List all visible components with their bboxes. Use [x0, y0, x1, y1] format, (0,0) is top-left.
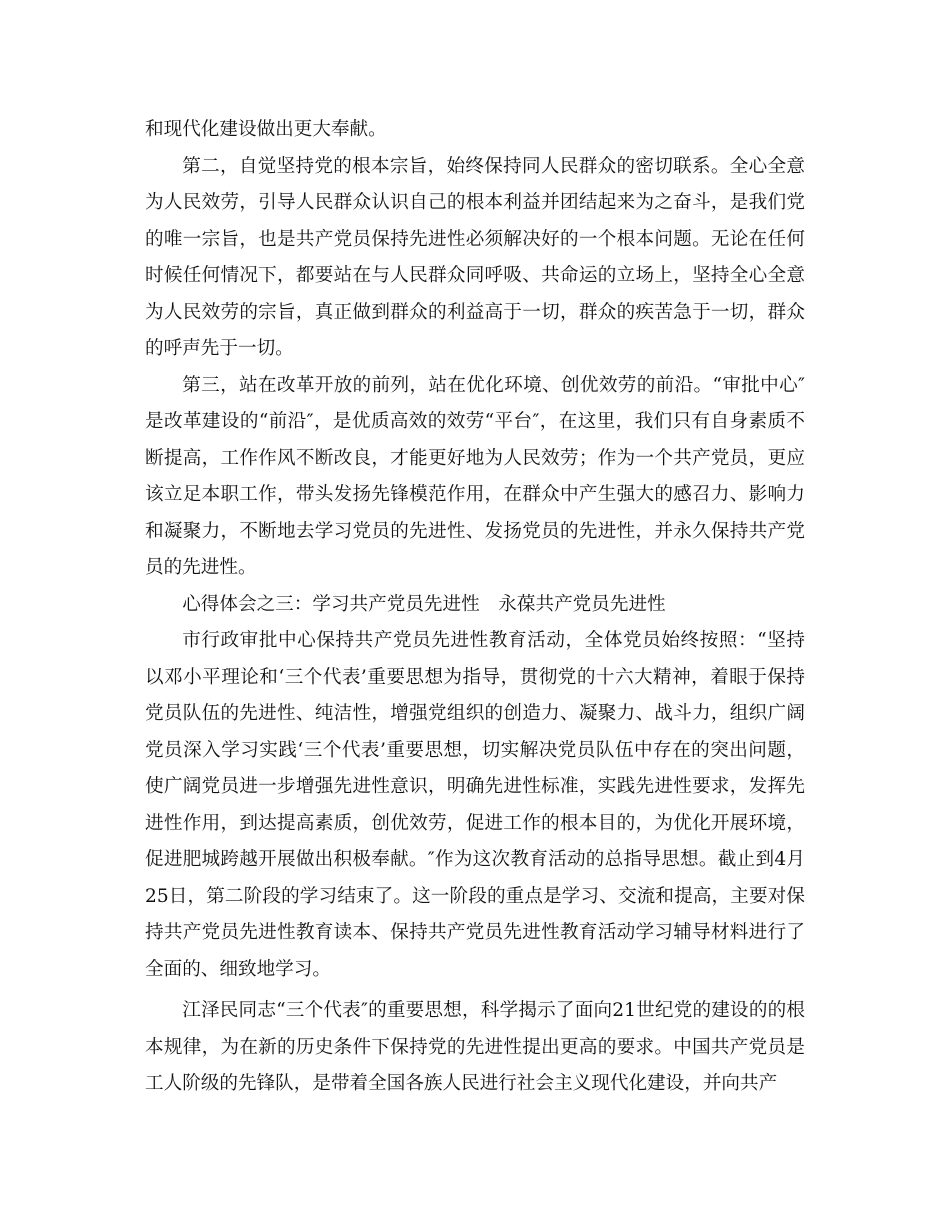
paragraph-continuation: 和现代化建设做出更大奉献。 [145, 119, 387, 140]
document-body [145, 112, 805, 1103]
paragraph-three-represents: 江泽民同志“三个代表″的重要思想，科学揭示了面向21世纪党的建设的的根本规律，为在新的历史条件下保持党的先进性提出更高的要求。中国共产党员是工人阶级的先锋队，是带着全国各族人民进行社会主义现代化建设，并向共产 [145, 1000, 805, 1094]
paragraph-third-point: 第三，站在改革开放的前列，站在优化环境、创优效劳的前沿。“审批中心″是改革建设的“前沿″，是优质高效的效劳“平台″，在这里，我们只有自身素质不断提高，工作作风不断改良，才能更好地为人民效劳；作为一个共产党员，更应该立足本职工作，带头发扬先锋模范作用，在群众中产生强大的感召力、影响力和凝聚力，不断地去学习党员的先进性、发扬党员的先进性，并永久保持共产党员的先进性。 [145, 374, 805, 578]
section-heading: 心得体会之三：学习共产党员先进性 永葆共产党员先进性 [182, 593, 666, 615]
paragraph-activity-summary: 市行政审批中心保持共产党员先进性教育活动，全体党员始终按照：“坚持以邓小平理论和‘三个代表’重要思想为指导，贯彻党的十六大精神，着眼于保持党员队伍的先进性、纯洁性，增强党组织的创造力、凝聚力、战斗力，组织广阔党员深入学习实践‘三个代表’重要思想，切实解决党员队伍中存在的突出问题，使广阔党员进一步增强先进性意识，明确先进性标准，实践先进性要求，发挥先进性作用，到达提高素质，创优效劳，促进工作的根本目的，为优化开展环境，促进肥城跨越开展做出积极奉献。″作为这次教育活动的总指导思想。截止到4月25日，第二阶段的学习结束了。这一阶段的重点是学习、交流和提高，主要对保持共产党员先进性教育读本、保持共产党员先进性教育活动学习辅导材料进行了全面的、细致地学习。 [145, 630, 805, 980]
paragraph-second-point: 第二，自觉坚持党的根本宗旨，始终保持同人民群众的密切联系。全心全意为人民效劳，引导人民群众认识自己的根本利益并团结起来为之奋斗，是我们党的唯一宗旨，也是共产党员保持先进性必须解决好的一个根本问题。无论在任何时候任何情况下，都要站在与人民群众同呼吸、共命运的立场上，坚持全心全意为人民效劳的宗旨，真正做到群众的利益高于一切，群众的疾苦急于一切，群众的呼声先于一切。 [145, 155, 805, 359]
